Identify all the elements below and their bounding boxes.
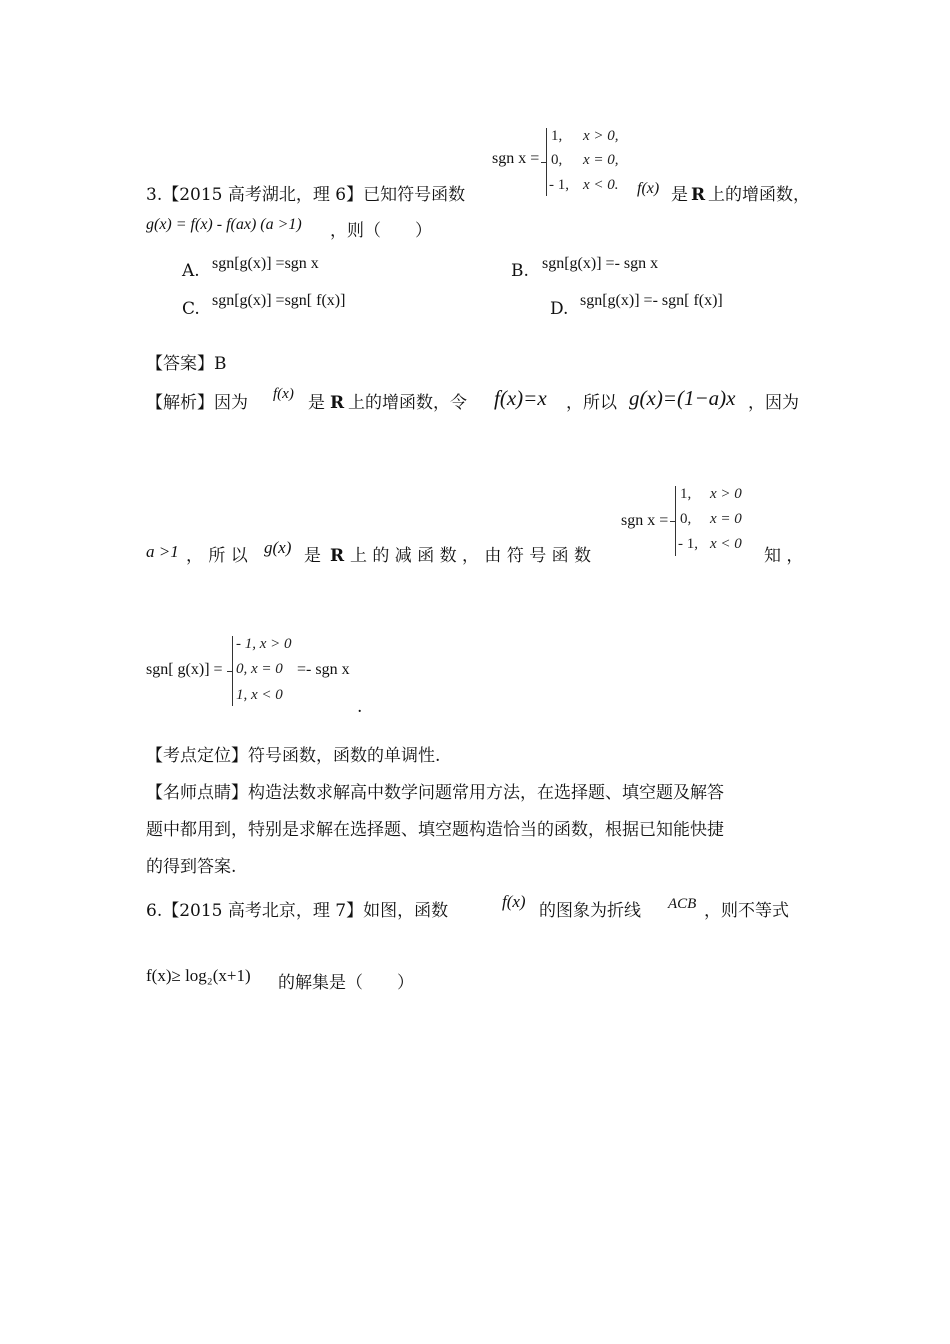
option-b-letter[interactable]: B.: [511, 261, 529, 281]
option-a-letter[interactable]: A.: [182, 261, 200, 281]
line2-a-gt: a >1: [146, 542, 179, 561]
line3-case-3: 1, x < 0: [236, 687, 283, 703]
option-d-letter[interactable]: D.: [550, 299, 569, 319]
sgn-case-1a: 1,: [551, 128, 563, 144]
line2-R: R: [330, 546, 345, 566]
line2-case-2b: x = 0: [710, 511, 742, 527]
option-d-expr[interactable]: sgn[g(x)] =- sgn[ f(x)]: [580, 292, 723, 309]
q3-g-def: g(x) = f(x) - f(ax) (a >1): [146, 216, 302, 233]
q3-fx: f(x): [637, 180, 660, 197]
q3-tail: ，则（ ）: [330, 221, 432, 241]
line2-is: 是: [304, 546, 321, 566]
line3-case-2: 0, x = 0: [236, 661, 283, 677]
line2-p1: ， 所 以: [186, 546, 248, 566]
q3-suffix: 上的增函数，: [708, 185, 810, 205]
sgn-case-1b: x > 0,: [583, 128, 619, 144]
line3-rhs: =- sgn x: [297, 661, 350, 678]
kaodian: 【考点定位】符号函数，函数的单调性.: [146, 746, 441, 766]
mingshi-line-3: 的得到答案.: [146, 857, 237, 877]
q6-tail2: 的解集是（ ）: [278, 973, 414, 993]
analysis-fx: f(x): [273, 386, 294, 402]
line3-lhs: sgn[ g(x)] =: [146, 661, 223, 678]
q6-prefix: 6.【2015 高考北京，理 7】如图，函数: [146, 901, 449, 921]
line2-case-1a: 1,: [680, 486, 692, 502]
option-a-expr[interactable]: sgn[g(x)] =sgn x: [212, 255, 319, 272]
option-c-expr[interactable]: sgn[g(x)] =sgn[ f(x)]: [212, 292, 346, 309]
line3-dot: .: [357, 697, 363, 717]
line3-brace: [232, 636, 233, 706]
line3-case-1: - 1, x > 0: [236, 636, 292, 652]
analysis-let-f: f(x)=x: [494, 386, 547, 410]
analysis-so: ，所以: [566, 393, 617, 413]
line2-case-1b: x > 0: [710, 486, 742, 502]
analysis-inc: 上的增函数，令: [348, 393, 467, 413]
line2-zhi: 知 ，: [764, 546, 804, 566]
line2-sgn-lhs: sgn x =: [621, 512, 669, 529]
analysis-R: R: [330, 393, 345, 413]
sgn-def-brace: [546, 128, 547, 196]
analysis-is: 是: [308, 393, 325, 413]
mingshi-line-2: 题中都用到，特别是求解在选择题、填空题构造恰当的函数，根据已知能快捷: [146, 820, 724, 840]
q3-prefix: 3.【2015 高考湖北，理 6】已知符号函数: [146, 185, 466, 205]
q6-acb: ACB: [668, 896, 697, 912]
line2-gx: g(x): [264, 538, 292, 557]
option-b-expr[interactable]: sgn[g(x)] =- sgn x: [542, 255, 659, 272]
analysis-g-expr: g(x)=(1−a)x: [629, 386, 736, 410]
sgn-case-2b: x = 0,: [583, 152, 619, 168]
sgn-def-lhs: sgn x =: [492, 150, 540, 167]
sgn-case-3a: - 1,: [549, 177, 569, 193]
option-c-letter[interactable]: C.: [182, 299, 200, 319]
analysis-because: ，因为: [748, 393, 799, 413]
q6-tail: ，则不等式: [704, 901, 789, 921]
analysis-lead: 【解析】因为: [146, 393, 248, 413]
mingshi-line-1: 【名师点睛】构造法数求解高中数学问题常用方法，在选择题、填空题及解答: [146, 783, 724, 803]
answer: 【答案】B: [146, 354, 227, 374]
q6-ineq: f(x)≥ log₂(x+1): [146, 966, 251, 985]
line2-case-3b: x < 0: [710, 536, 742, 552]
sgn-case-2a: 0,: [551, 152, 563, 168]
q6-mid: 的图象为折线: [539, 901, 641, 921]
q6-fx: f(x): [502, 892, 526, 911]
line2-case-3a: - 1,: [678, 536, 698, 552]
line2-p2: 上 的 减 函 数 ， 由 符 号 函 数: [350, 546, 592, 566]
q3-mid: 是: [671, 185, 688, 205]
q3-R: R: [691, 185, 706, 205]
sgn-case-3b: x < 0.: [583, 177, 619, 193]
line2-case-2a: 0,: [680, 511, 692, 527]
line2-brace: [675, 486, 676, 556]
